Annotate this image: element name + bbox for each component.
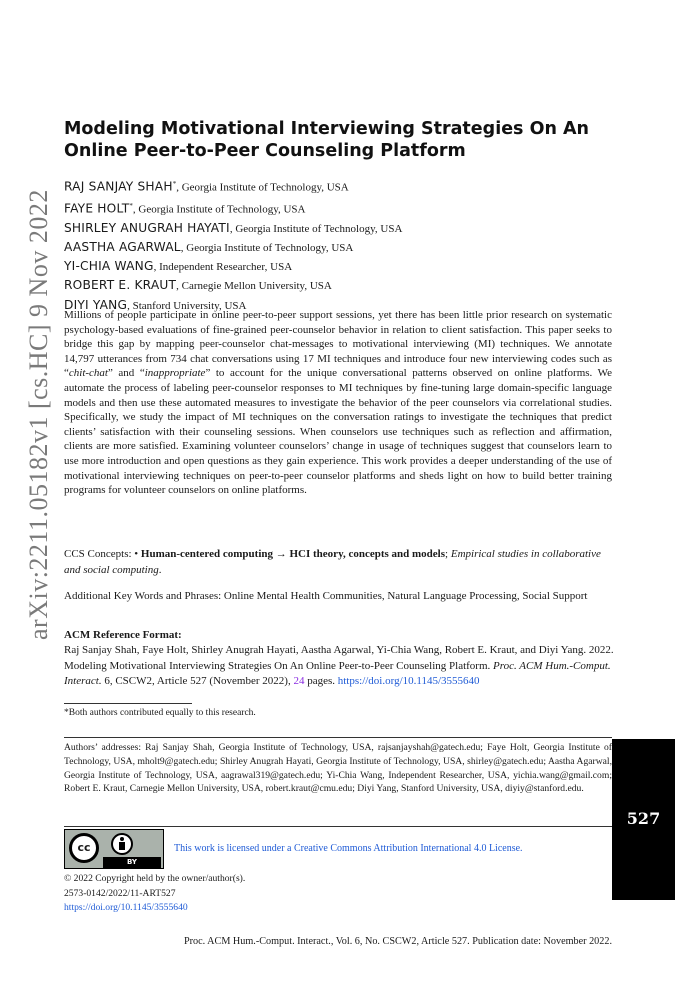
- paper-title: [64, 118, 624, 162]
- issn-line: 2573-0142/2022/11-ART527: [64, 887, 176, 899]
- author-affiliation: , Independent Researcher, USA: [153, 261, 293, 274]
- author-affiliation: , Georgia Institute of Technology, USA: [176, 181, 349, 194]
- reference-part: 6, CSCW2, Article 527 (November 2022),: [101, 675, 294, 688]
- author-affiliation: , Georgia Institute of Technology, USA: [229, 222, 403, 235]
- reference-pages-link[interactable]: 24: [293, 675, 305, 688]
- author-entry: [64, 175, 624, 197]
- copyright-line: © 2022 Copyright held by the owner/author(s).: [64, 873, 246, 884]
- author-name: DIYI YANG: [64, 297, 128, 312]
- doi-link[interactable]: https://doi.org/10.1145/3555640: [337, 675, 480, 688]
- author-name: YI-CHIA WANG: [64, 259, 154, 274]
- footnote-rule: [64, 703, 192, 704]
- keywords: Additional Key Words and Phrases: Online Mental Health Communities, Natural Language Processing, Social Support: [64, 590, 588, 602]
- abstract-part: ” and “: [108, 367, 145, 380]
- author-entry: [64, 219, 624, 238]
- ccs-concepts: [64, 546, 612, 578]
- ccs-end: .: [158, 564, 162, 576]
- article-number-tab: [612, 739, 675, 900]
- acm-reference: [64, 628, 644, 690]
- author-name: ROBERT E. KRAUT: [64, 278, 177, 293]
- abstract-text: [64, 308, 612, 498]
- abstract-emphasis: chit-chat: [68, 367, 108, 380]
- author-entry: [64, 197, 624, 219]
- reference-part: Raj Sanjay Shah, Faye Holt, Shirley Anugrah Hayati, Aastha Agarwal, Yi-Chia Wang, Robert E. Kraut, and Diyi Yang. 2022. Modeling Motivational Interviewing Strategies On An Online Peer-to-Peer Counseling Platform.: [64, 644, 614, 672]
- author-affiliation: , Georgia Institute of Technology, USA: [180, 241, 354, 254]
- divider: [64, 826, 612, 827]
- author-entry: [64, 276, 624, 295]
- author-affiliation: , Carnegie Mellon University, USA: [176, 280, 332, 293]
- author-name: SHIRLEY ANUGRAH HAYATI: [64, 220, 230, 235]
- divider: [64, 737, 612, 738]
- author-name: RAJ SANJAY SHAH: [64, 179, 173, 194]
- ccs-secondary: Empirical studies in collaborative and social computing: [64, 548, 601, 576]
- attribution-icon: [111, 833, 133, 855]
- abstract-part: ” to account for the unique conversational patterns observed on online platforms. We automate the process of labeling peer-counselor responses to MI techniques by fine-tuning large domain-specific language models and then use these automated measures to investigate the behavior of the peer counselors via correlational studies. Specifically, we study the impact of MI techniques on the conversation ratings to investigate the techniques that predict clients’ satisfaction with their counseling sessions. When counselors use techniques such as reflection and affirmation, clients are more satisfied. Examining volunteer counselors’ change in usage of techniques suggest that counselors learn to use more introduction and open questions as they gain experience. This work provides a deeper understanding of the use of motivational interviewing techniques on peer-to-peer counselor platforms and sheds light on how to build better training programs for volunteer counselors on online platforms.: [64, 367, 612, 497]
- author-mark: *: [129, 201, 133, 210]
- by-label: BY: [103, 857, 161, 868]
- abstract: [64, 308, 612, 498]
- footnote: *Both authors contributed equally to this research.: [64, 708, 256, 718]
- ccs-label: CCS Concepts: •: [64, 548, 141, 560]
- copyright-block: [64, 872, 245, 916]
- author-entry: [64, 257, 624, 276]
- ccs-primary: Human-centered computing → HCI theory, concepts and models: [140, 548, 446, 560]
- abstract-part: Millions of people participate in online peer-to-peer support sessions, yet there has been little prior research on systematic psychology-based evaluations of fine-grained peer-counselor behavior in relation to client satisfaction. This paper seeks to bridge this gap by mapping peer-counselor chat-messages to motivational interviewing (MI) techniques. We annotate 14,797 utterances from 734 chat conversations using 17 MI techniques and introduce four new interviewing codes such as “: [64, 309, 612, 380]
- ccs-separator: ;: [445, 548, 451, 560]
- article-number: 527: [626, 809, 661, 828]
- reference-journal: Proc. ACM Hum.-Comput. Interact.: [64, 659, 611, 688]
- author-name: AASTHA AGARWAL: [64, 239, 181, 254]
- title-line-2: Online Peer-to-Peer Counseling Platform: [64, 141, 466, 161]
- abstract-emphasis: inappropriate: [144, 367, 206, 380]
- arxiv-identifier: arXiv:2211.05182v1 [cs.HC] 9 Nov 2022: [24, 189, 53, 640]
- reference-part: pages.: [304, 675, 338, 688]
- author-addresses: Authors’ addresses: Raj Sanjay Shah, Georgia Institute of Technology, USA, rajsanjayshah@gatech.edu; Faye Holt, Georgia Institute of Technology, USA, mholt9@gatech.edu; Shirley Anugrah Hayati, Georgia Institute of Technology, USA, shirley@gatech.edu; Aastha Agarwal, Georgia Institute of Technology, USA, aagrawal319@gatech.edu; Yi-Chia Wang, Independent Researcher, USA, yichia.wang@gmail.com; Robert E. Kraut, Carnegie Mellon University, USA, robert.kraut@cmu.edu; Diyi Yang, Stanford University, USA, diyiy@stanford.edu.: [64, 742, 612, 795]
- author-mark: *: [172, 180, 177, 188]
- author-affiliation: , Georgia Institute of Technology, USA: [132, 203, 306, 216]
- acm-reference-text: [64, 643, 644, 689]
- page-footer: Proc. ACM Hum.-Comput. Interact., Vol. 6, No. CSCW2, Article 527. Publication date: November 2022.: [183, 936, 612, 947]
- title-line-1: Modeling Motivational Interviewing Strategies On An: [64, 119, 589, 139]
- author-entry: [64, 238, 624, 257]
- cc-by-logo[interactable]: [64, 829, 164, 869]
- acm-reference-heading: ACM Reference Format:: [64, 629, 182, 641]
- copyright-doi-link[interactable]: https://doi.org/10.1145/3555640: [64, 902, 188, 914]
- author-name: FAYE HOLT: [64, 201, 130, 216]
- cc-icon: cc: [69, 833, 99, 863]
- author-list: [64, 175, 624, 315]
- license-link[interactable]: This work is licensed under a Creative Commons Attribution International 4.0 License.: [174, 843, 523, 854]
- author-affiliation: , Stanford University, USA: [127, 299, 247, 312]
